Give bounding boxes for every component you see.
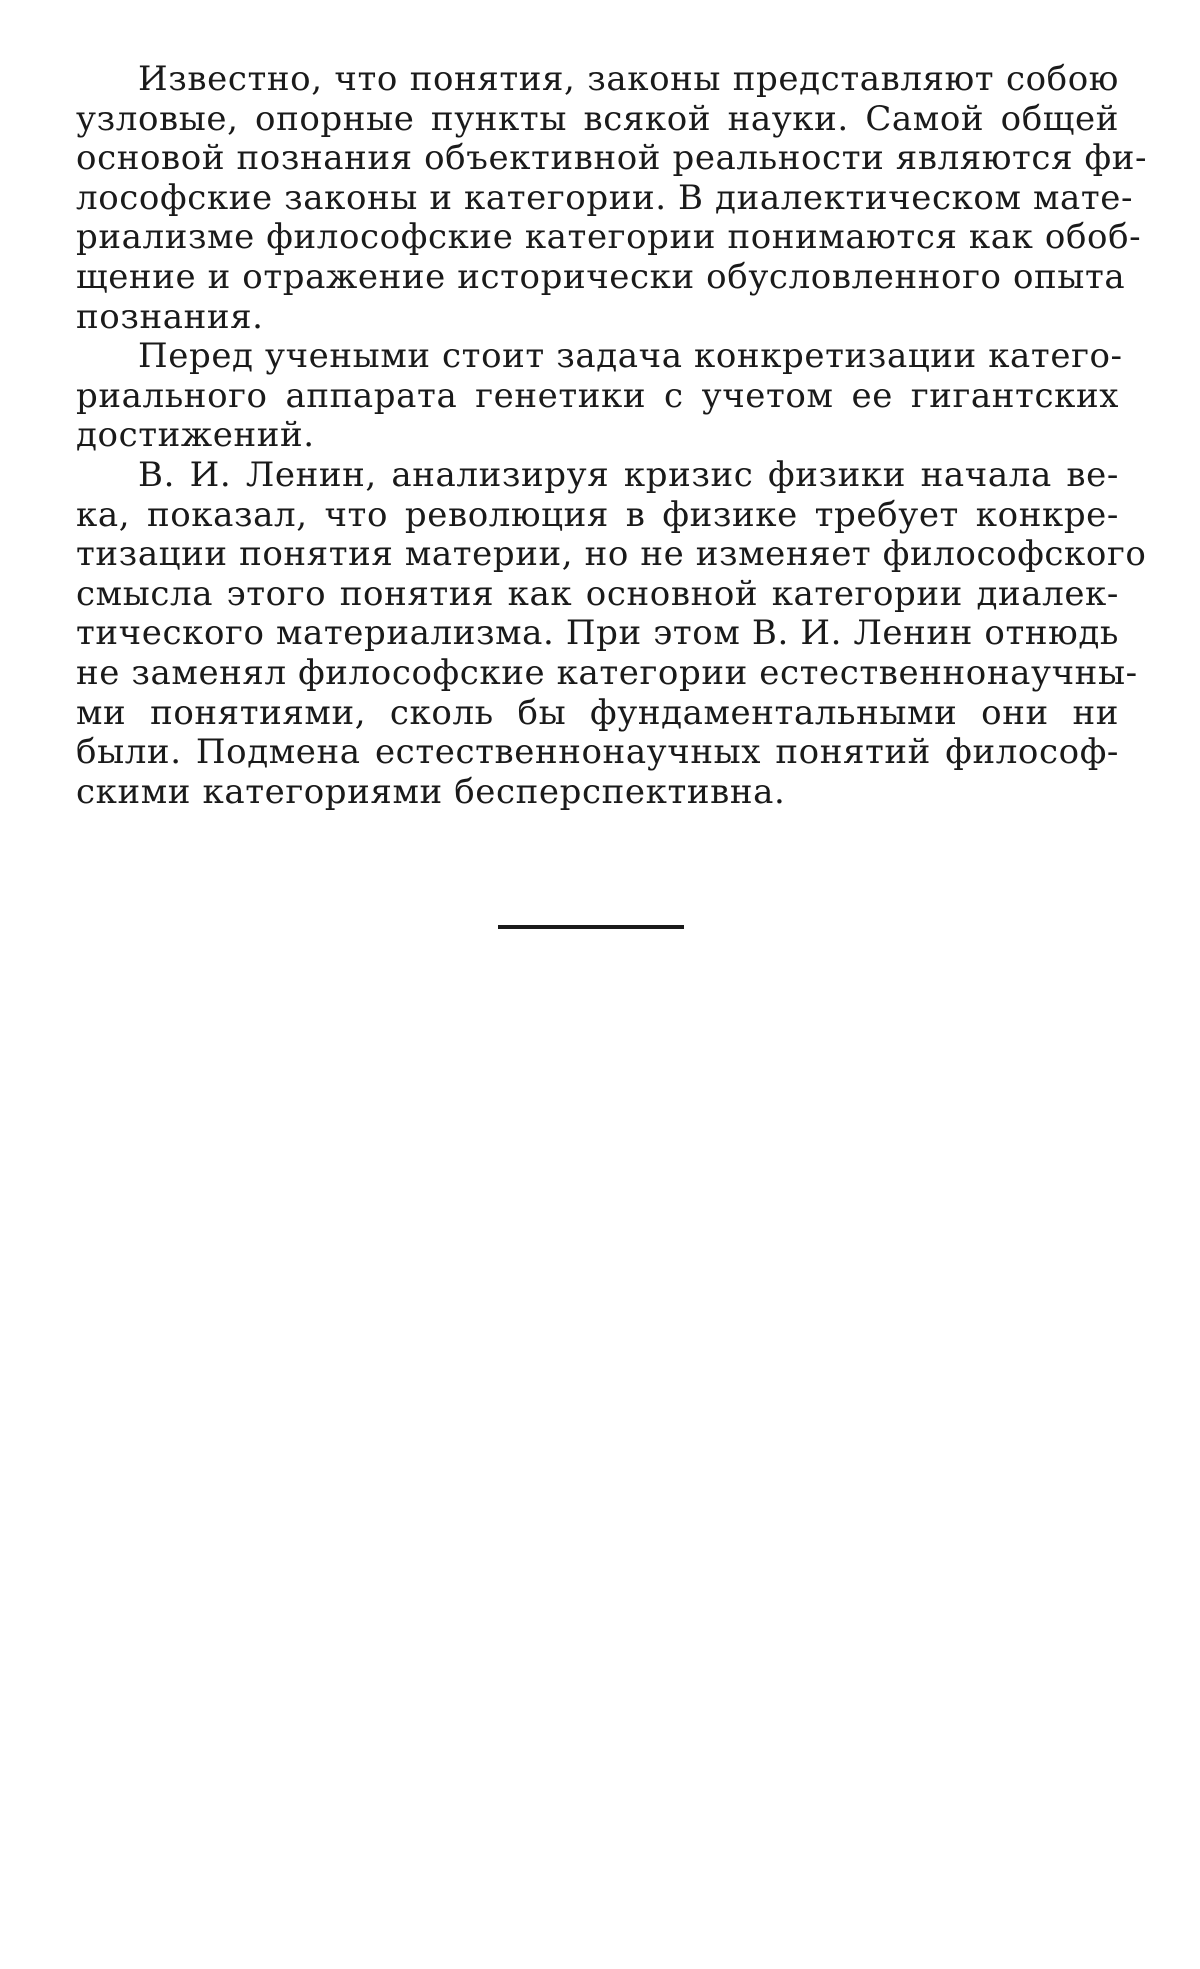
paragraph-1: [76, 59, 1148, 337]
text-line: ми понятиями, сколь бы фундаментальными они ни: [76, 692, 1119, 733]
text-line: тического материализма. При этом В. И. Ленин отнюдь: [76, 613, 1119, 654]
text-line: Перед учеными стоит задача конкретизации катего-: [138, 336, 1123, 377]
text-line: риализме философские категории понимаются как обоб-: [76, 217, 1142, 258]
text-line: познания.: [76, 296, 264, 337]
text-line: узловые, опорные пункты всякой науки. Самой общей: [76, 98, 1119, 139]
text-line: не заменял философские категории естественнонаучны-: [76, 652, 1138, 693]
text-line: Известно, что понятия, законы представляют собою: [138, 59, 1119, 99]
text-line: риального аппарата генетики с учетом ее гигантских: [76, 375, 1119, 416]
body-text: [76, 59, 1148, 812]
text-line: смысла этого понятия как основной категории диалек-: [76, 573, 1119, 614]
text-line: ка, показал, что революция в физике требует конкре-: [76, 494, 1119, 535]
text-line: были. Подмена естественнонаучных понятий философ-: [76, 732, 1119, 773]
text-line: основой познания объективной реальности являются фи-: [76, 138, 1148, 179]
text-line: В. И. Ленин, анализируя кризис физики начала ве-: [138, 454, 1119, 495]
paragraph-2: [76, 336, 1123, 456]
text-line: достижений.: [76, 415, 315, 456]
text-line: лософские законы и категории. В диалектическом мате-: [76, 177, 1134, 218]
section-end-divider: [498, 925, 684, 929]
text-line: щение и отражение исторически обусловленного опыта: [76, 256, 1126, 297]
paragraph-3: [76, 454, 1147, 812]
text-line: скими категориями бесперспективна.: [76, 771, 786, 812]
text-line: тизации понятия материи, но не изменяет философского: [76, 534, 1147, 575]
